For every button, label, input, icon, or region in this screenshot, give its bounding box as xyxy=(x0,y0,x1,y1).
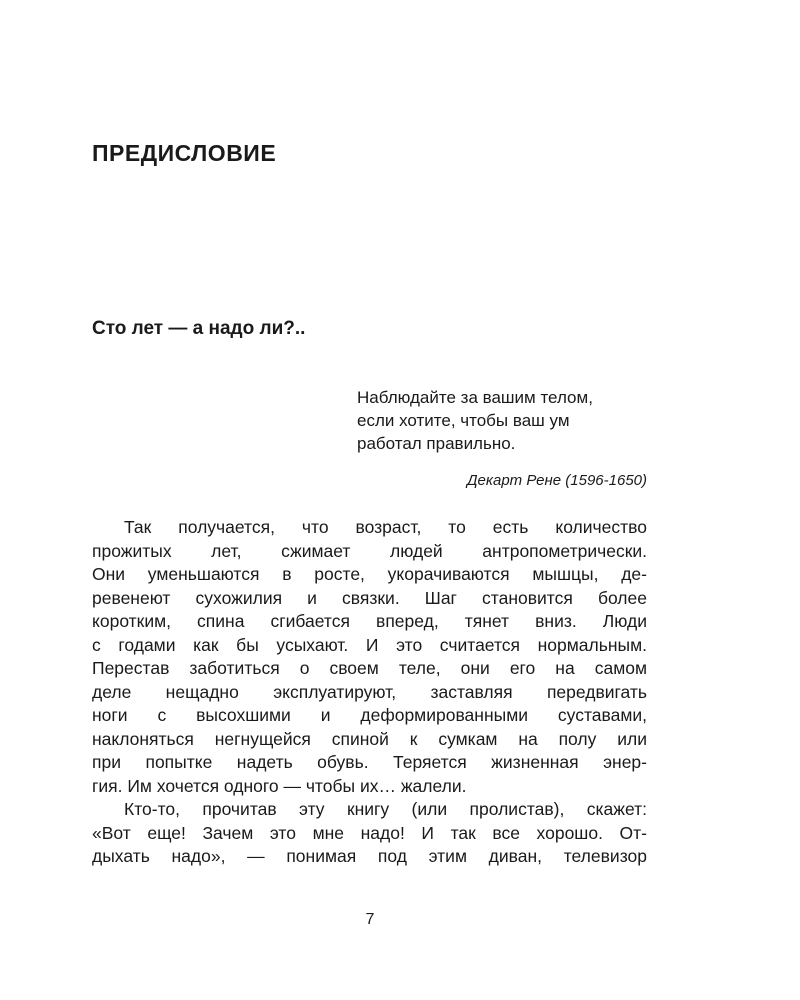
epigraph xyxy=(357,386,647,455)
epigraph-line: работал правильно. xyxy=(357,434,516,453)
paragraph-line: наклоняться негнущейся спиной к сумкам на полу или xyxy=(92,728,647,749)
page-number: 7 xyxy=(365,911,375,928)
epigraph-attribution: Декарт Рене (1596-1650) xyxy=(467,472,647,489)
paragraph-line: деле нещадно эксплуатируют, заставляя передвигать xyxy=(92,681,647,702)
paragraph-line: при попытке надеть обувь. Теряется жизненная энер- xyxy=(92,752,647,772)
paragraph-line: коротким, спина сгибается вперед, тянет вниз. Люди xyxy=(92,611,647,631)
paragraph-line: Они уменьшаются в росте, укорачиваются мышцы, де- xyxy=(92,564,647,584)
paragraph-line: «Вот еще! Зачем это мне надо! И так все хорошо. От- xyxy=(92,822,647,843)
paragraph-line: гия. Им хочется одного — чтобы их… жалели. xyxy=(92,775,467,796)
paragraph-line: прожитых лет, сжимает людей антропометрически. xyxy=(92,540,647,561)
body-text xyxy=(92,516,647,869)
epigraph-line: Наблюдайте за вашим телом, xyxy=(357,388,593,407)
paragraph-line: Перестав заботиться о своем теле, они его на самом xyxy=(92,658,647,678)
epigraph-line: если хотите, чтобы ваш ум xyxy=(357,411,570,430)
paragraph-line: Кто-то, прочитав эту книгу (или пролистав), скажет: xyxy=(124,799,647,819)
paragraph-line: ноги с высохшими и деформированными суставами, xyxy=(92,705,647,725)
section-title: Сто лет — а надо ли?.. xyxy=(92,318,306,339)
paragraph-line: с годами как бы усыхают. И это считается нормальным. xyxy=(92,634,647,655)
paragraph-line: Так получается, что возраст, то есть количество xyxy=(124,517,647,537)
paragraph-line: ревенеют сухожилия и связки. Шаг становится более xyxy=(92,587,647,608)
paragraph-line: дыхать надо», — понимая под этим диван, телевизор xyxy=(92,846,647,866)
chapter-title: ПРЕДИСЛОВИЕ xyxy=(92,140,277,166)
